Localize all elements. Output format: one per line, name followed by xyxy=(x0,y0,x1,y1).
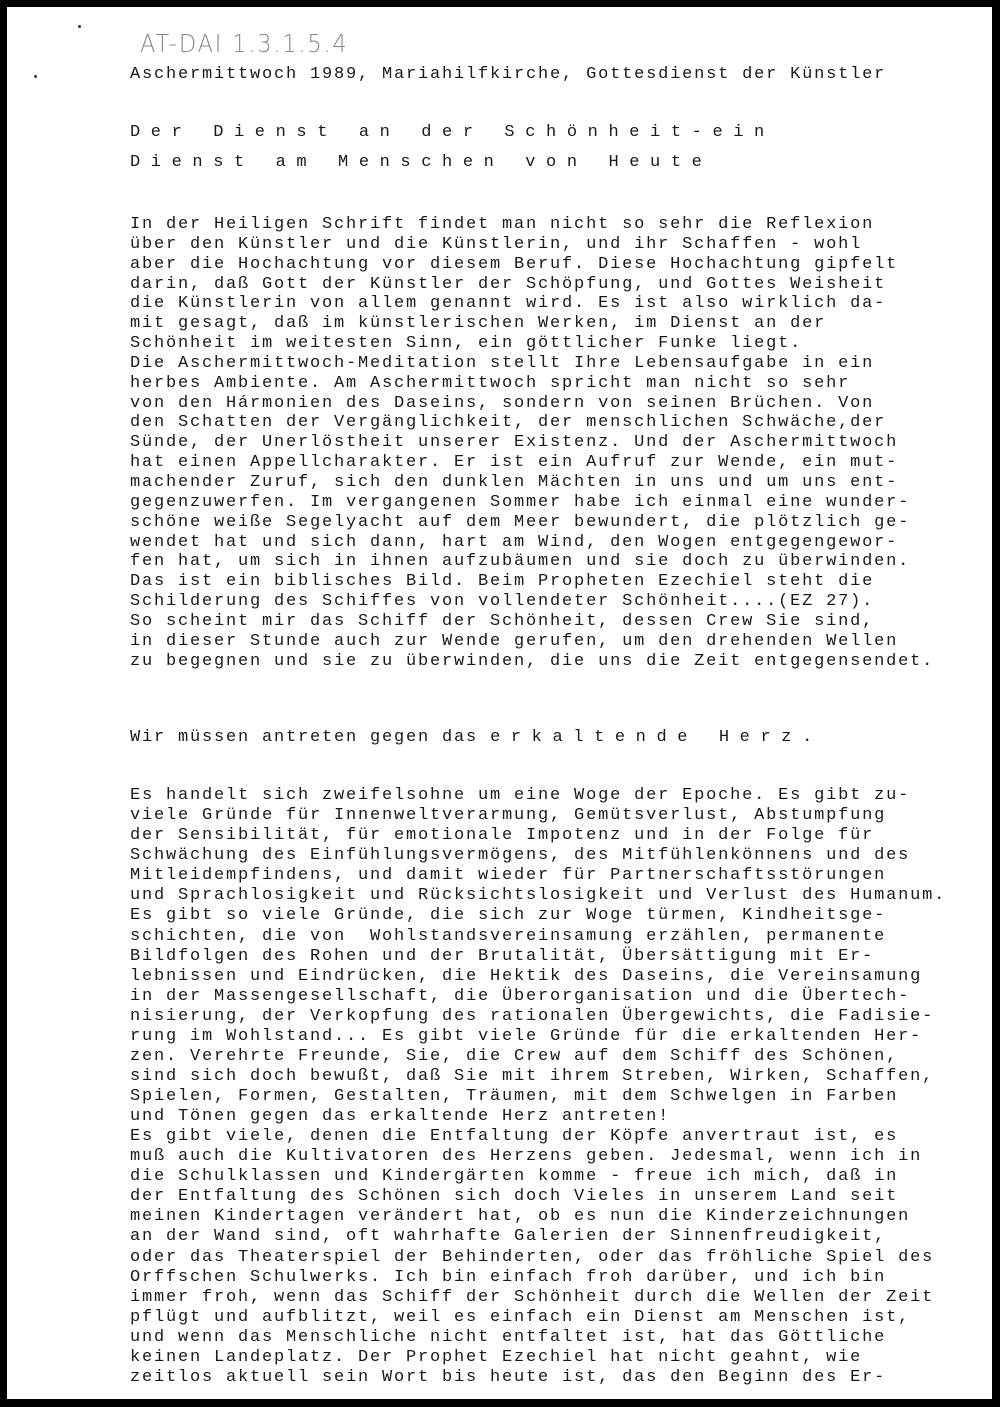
text-line: Es gibt so viele Gründe, die sich zur Woge türmen, Kindheitsge- xyxy=(130,906,887,926)
document-title-line-1: Der Dienst an der Schönheit-ein xyxy=(130,123,775,142)
paragraph-2 xyxy=(130,690,946,1388)
text-line: Schönheit im weitesten Sinn, ein göttlicher Funke liegt. xyxy=(130,334,803,354)
text-line: Bildfolgen des Rohen und der Brutalität, Übersättigung mit Er- xyxy=(130,946,875,966)
text-line: Die Aschermittwoch-Meditation stellt Ihre Lebensaufgabe in ein xyxy=(130,353,875,373)
archive-signature-note: AT-DAI 1.3.1.5.4 xyxy=(140,29,349,58)
document-header: Aschermittwoch 1989, Mariahilfkirche, Gottesdienst der Künstler xyxy=(130,65,887,84)
text-line: lebnissen und Eindrücken, die Hektik des Daseins, die Vereinsamung xyxy=(130,966,923,986)
paragraph-1 xyxy=(130,215,934,671)
text-line: hat einen Appellcharakter. Er ist ein Aufruf zur Wende, ein mut- xyxy=(130,453,899,473)
text-line: rung im Wohlstand... Es gibt viele Gründe für die erkaltenden Her- xyxy=(130,1026,923,1046)
text-line: der Sensibilität, für emotionale Impotenz und in der Folge für xyxy=(130,826,875,846)
text-line: schichten, die von Wohlstandsvereinsamung erzählen, permanente xyxy=(130,926,887,946)
text-line: und Sprachlosigkeit und Rücksichtslosigkeit und Verlust des Humanum. xyxy=(130,886,947,906)
text-line: muß auch die Kultivatoren des Herzens geben. Jedesmal, wenn ich in xyxy=(130,1147,923,1167)
text-line: Es handelt sich zweifelsohne um eine Woge der Epoche. Es gibt zu- xyxy=(130,786,911,806)
text-line: mit gesagt, daß im künstlerischen Werken, im Dienst an der xyxy=(130,314,827,334)
text-line: den Schatten der Vergänglichkeit, der menschlichen Schwäche,der xyxy=(130,413,887,433)
text-line: immer froh, wenn das Schiff der Schönheit durch die Wellen der Zeit xyxy=(130,1287,935,1307)
text-line: aber die Hochachtung vor diesem Beruf. Diese Hochachtung gipfelt xyxy=(130,254,899,274)
text-line: von den Hármonien des Daseins, sondern von seinen Brüchen. Von xyxy=(130,393,875,413)
paragraph-2-opening-line xyxy=(130,728,946,748)
text-line: Orffschen Schulwerks. Ich bin einfach froh darüber, und ich bin xyxy=(130,1267,887,1287)
text-line: Das ist ein biblisches Bild. Beim Propheten Ezechiel steht die xyxy=(130,572,875,592)
text-line: und Tönen gegen das erkaltende Herz antreten! xyxy=(130,1107,671,1127)
text-line: Mitleidempfindens, und damit wieder für Partnerschaftsstörungen xyxy=(130,866,887,886)
text-line: nisierung, der Verkopfung des rationalen Übergewichts, die Fadisie- xyxy=(130,1006,935,1026)
text-line: der Entfaltung des Schönen sich doch Vieles in unserem Land seit xyxy=(130,1187,899,1207)
text-line: Spielen, Formen, Gestalten, Träumen, mit dem Schwelgen in Farben xyxy=(130,1087,899,1106)
text-line: über den Künstler und die Künstlerin, und ihr Schaffen - wohl xyxy=(130,234,863,254)
text-line: pflügt und aufblitzt, weil es einfach ein Dienst am Menschen ist, xyxy=(130,1307,911,1327)
text-line: zu begegnen und sie zu überwinden, die uns die Zeit entgegensendet. xyxy=(130,651,935,671)
text-line: Es gibt viele, denen die Entfaltung der Köpfe anvertraut ist, es xyxy=(130,1127,899,1147)
opening-text: Wir müssen antreten gegen das xyxy=(130,728,491,747)
text-line: in dieser Stunde auch zur Wende gerufen, um den drehenden Wellen xyxy=(130,631,899,651)
text-line: zeitlos aktuell sein Wort bis heute ist, das den Beginn des Er- xyxy=(130,1367,887,1387)
text-line: In der Heiligen Schrift findet man nicht so sehr die Reflexion xyxy=(130,215,875,234)
text-line: fen hat, um sich in ihnen aufzubäumen und sie doch zu überwinden. xyxy=(130,552,911,572)
scan-speck xyxy=(34,75,37,78)
text-line: zen. Verehrte Freunde, Sie, die Crew auf dem Schiff des Schönen, xyxy=(130,1046,899,1066)
text-line: die Schulklassen und Kindergärten komme - freue ich mich, daß in xyxy=(130,1167,899,1187)
text-line: machender Zuruf, sich den dunklen Mächten in uns und um uns ent- xyxy=(130,472,899,492)
scan-speck xyxy=(78,25,81,28)
document-page xyxy=(7,7,992,1399)
document-title-line-2: Dienst am Menschen von Heute xyxy=(130,153,713,172)
text-line: Sünde, der Unerlöstheit unserer Existenz. Und der Aschermittwoch xyxy=(130,433,899,453)
emphasized-phrase: erkaltende Herz. xyxy=(490,728,823,747)
text-line: und wenn das Menschliche nicht entfaltet ist, hat das Göttliche xyxy=(130,1327,887,1347)
text-line: Schilderung des Schiffes von vollendeter Schönheit....(EZ 27). xyxy=(130,592,875,612)
text-line: gegenzuwerfen. Im vergangenen Sommer habe ich einmal eine wunder- xyxy=(130,492,911,512)
text-line: an der Wand sind, oft wahrhafte Galerien der Sinnenfreudigkeit, xyxy=(130,1227,887,1247)
text-line: meinen Kindertagen verändert hat, ob es nun die Kinderzeichnungen xyxy=(130,1207,911,1227)
text-line: die Künstlerin von allem genannt wird. Es ist also wirklich da- xyxy=(130,294,887,314)
text-line: in der Massengesellschaft, die Überorganisation und die Übertech- xyxy=(130,986,911,1006)
text-line: viele Gründe für Innenweltverarmung, Gemütsverlust, Abstumpfung xyxy=(130,806,887,826)
text-line: herbes Ambiente. Am Aschermittwoch spricht man nicht so sehr xyxy=(130,373,851,393)
text-line: oder das Theaterspiel der Behinderten, oder das fröhliche Spiel des xyxy=(130,1247,935,1267)
text-line: sind sich doch bewußt, daß Sie mit ihrem Streben, Wirken, Schaffen, xyxy=(130,1066,935,1086)
text-line: darin, daß Gott der Künstler der Schöpfung, und Gottes Weisheit xyxy=(130,274,887,294)
text-line: wendet hat und sich dann, hart am Wind, den Wogen entgegengewor- xyxy=(130,532,899,552)
text-line: Schwächung des Einfühlungsvermögens, des Mitfühlenkönnens und des xyxy=(130,846,911,866)
text-line: So scheint mir das Schiff der Schönheit, dessen Crew Sie sind, xyxy=(130,611,875,631)
text-line: schöne weiße Segelyacht auf dem Meer bewundert, die plötzlich ge- xyxy=(130,512,911,532)
text-line: keinen Landeplatz. Der Prophet Ezechiel hat nicht geahnt, wie xyxy=(130,1347,863,1367)
